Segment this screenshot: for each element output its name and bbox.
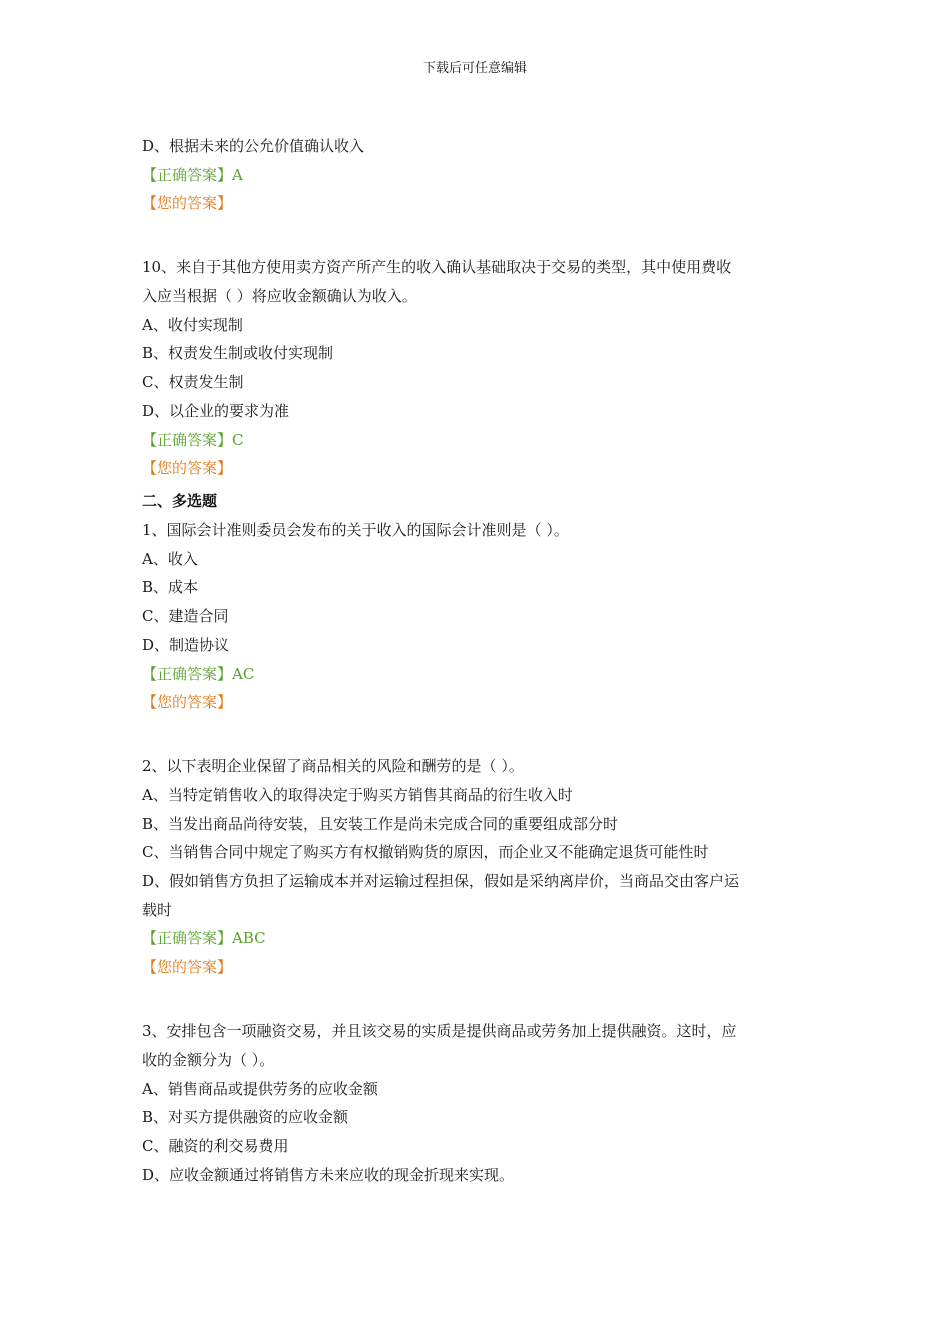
m1-option-b: B、成本 bbox=[142, 578, 199, 596]
q9-option-d: D、根据未来的公允价值确认收入 bbox=[142, 137, 365, 155]
m2-stem: 2、以下表明企业保留了商品相关的风险和酬劳的是（ ）。 bbox=[142, 757, 524, 775]
q10-option-a: A、收付实现制 bbox=[142, 316, 243, 334]
q10-option-d: D、以企业的要求为准 bbox=[142, 402, 290, 420]
m3-option-b: B、对买方提供融资的应收金额 bbox=[142, 1108, 349, 1126]
m2-option-d-line-1: D、假如销售方负担了运输成本并对运输过程担保，假如是采纳离岸价，当商品交由客户运 bbox=[142, 872, 740, 890]
m3-option-d: D、应收金额通过将销售方未来应收的现金折现来实现。 bbox=[142, 1166, 515, 1184]
m1-your-answer: 【您的答案】 bbox=[142, 693, 233, 711]
m3-stem-line-1: 3、安排包含一项融资交易，并且该交易的实质是提供商品或劳务加上提供融资。这时，应 bbox=[142, 1022, 737, 1040]
m1-option-d: D、制造协议 bbox=[142, 636, 230, 654]
m2-option-c: C、当销售合同中规定了购买方有权撤销购货的原因，而企业又不能确定退货可能性时 bbox=[142, 843, 709, 861]
m1-stem: 1、国际会计准则委员会发布的关于收入的国际会计准则是（ ）。 bbox=[142, 521, 569, 539]
page-header: 下载后可任意编辑 bbox=[422, 61, 527, 76]
q10-stem-line-1: 10、来自于其他方使用卖方资产所产生的收入确认基础取决于交易的类型，其中使用费收 bbox=[142, 258, 732, 276]
q10-option-c: C、权责发生制 bbox=[142, 373, 244, 391]
m1-option-a: A、收入 bbox=[142, 550, 198, 568]
q10-your-answer: 【您的答案】 bbox=[142, 459, 233, 477]
m2-option-d-line-2: 载时 bbox=[142, 901, 173, 919]
q10-stem-line-2: 入应当根据（ ）将应收金额确认为收入。 bbox=[142, 287, 417, 305]
m3-stem-line-2: 收的金额分为（ ）。 bbox=[142, 1051, 275, 1069]
m2-correct-answer: 【正确答案】ABC bbox=[142, 929, 266, 947]
m3-option-c: C、融资的利交易费用 bbox=[142, 1137, 289, 1155]
q10-option-b: B、权责发生制或收付实现制 bbox=[142, 344, 334, 362]
m2-your-answer: 【您的答案】 bbox=[142, 958, 233, 976]
section-title: 二、多选题 bbox=[142, 492, 218, 510]
m1-correct-answer: 【正确答案】AC bbox=[142, 665, 255, 683]
q9-correct-answer: 【正确答案】A bbox=[142, 166, 243, 184]
m1-option-c: C、建造合同 bbox=[142, 607, 229, 625]
m2-option-a: A、当特定销售收入的取得决定于购买方销售其商品的衍生收入时 bbox=[142, 786, 573, 804]
m2-option-b: B、当发出商品尚待安装，且安装工作是尚未完成合同的重要组成部分时 bbox=[142, 815, 619, 833]
q9-your-answer: 【您的答案】 bbox=[142, 194, 233, 212]
m3-option-a: A、销售商品或提供劳务的应收金额 bbox=[142, 1080, 378, 1098]
q10-correct-answer: 【正确答案】C bbox=[142, 431, 244, 449]
